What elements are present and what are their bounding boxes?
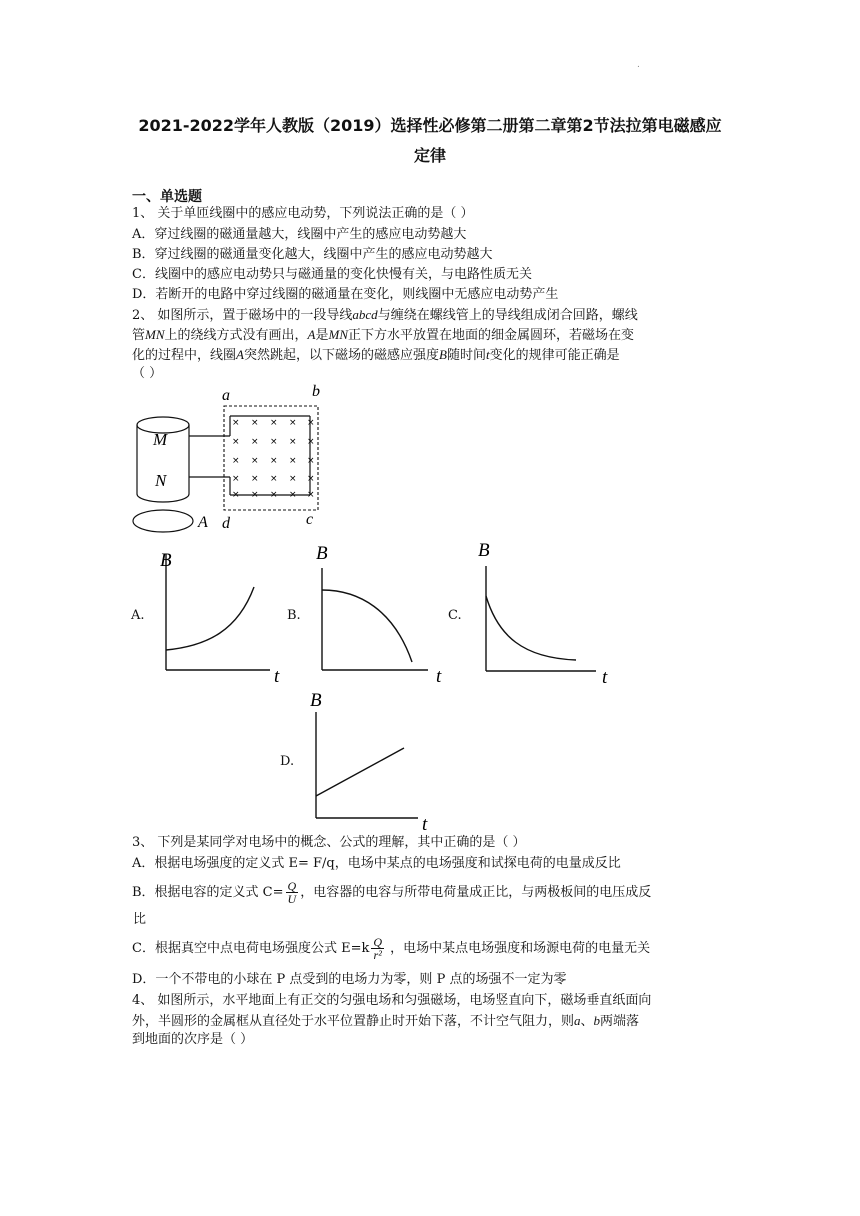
q3-option-b: B．根据电容的定义式 C= $\frac{Q}{U}$ ，电容器的电容与所带电荷量成正比，与两极板间的电压成反: [132, 879, 652, 906]
label-a: a: [222, 387, 230, 404]
field-cross: ×: [270, 456, 278, 466]
q3-option-a: A．根据电场强度的定义式 E= F/q，电场中某点的电场强度和试探电荷的电量成反比: [132, 856, 621, 871]
q1-option-b: B．穿过线圈的磁通量变化越大，线圈中产生的感应电动势越大: [132, 247, 493, 262]
field-cross: ×: [270, 437, 278, 447]
q2-stem-line1: 2、 如图所示，置于磁场中的一段导线abcd与缠绕在螺线管上的导线组成闭合回路，螺线: [132, 307, 638, 323]
field-cross: ×: [232, 474, 240, 484]
section-heading: 一、单选题: [132, 189, 202, 205]
q1-stem: 1、 关于单匝线圈中的感应电动势，下列说法正确的是（ ）: [132, 206, 474, 221]
q2-option-a-label: A.: [131, 608, 145, 623]
q4-stem-line3: 到地面的次序是（ ）: [132, 1032, 254, 1047]
q1-option-c: C．线圈中的感应电动势只与磁通量的变化快慢有关，与电路性质无关: [132, 267, 532, 282]
page-title: 2021-2022学年人教版（2019）选择性必修第二册第二章第2节法拉第电磁感应: [138, 116, 722, 135]
graph-c-b-label: B: [478, 540, 490, 561]
field-cross: ×: [270, 418, 278, 428]
q2-graph-d: [300, 686, 450, 836]
field-cross: ×: [289, 418, 297, 428]
field-cross: ×: [289, 437, 297, 447]
page-title-cont: 定律: [413, 146, 446, 165]
q2-stem-line3: 化的过程中，线圈A突然跳起，以下磁场的磁感应强度B随时间t变化的规律可能正确是: [132, 347, 620, 363]
field-cross: ×: [251, 418, 259, 428]
q2-stem-line2: 管MN上的绕线方式没有画出，A是MN正下方水平放置在地面的细金属圆环，若磁场在变: [132, 327, 635, 343]
field-cross: ×: [251, 490, 259, 500]
label-m: M: [153, 430, 168, 449]
metal-ring-a: [133, 510, 193, 532]
graph-c-t-label: t: [602, 667, 608, 686]
field-cross: ×: [232, 490, 240, 500]
label-ring-a: A: [198, 514, 208, 531]
q2-circuit-figure: [120, 378, 350, 534]
header-dot: .: [637, 60, 640, 70]
field-cross: ×: [232, 418, 240, 428]
q3-option-b-cont: 比: [133, 912, 147, 927]
q2-option-d-label: D.: [280, 754, 295, 769]
field-cross: ×: [251, 456, 259, 466]
field-cross: ×: [289, 456, 297, 466]
field-cross: ×: [307, 456, 315, 466]
field-cross: ×: [270, 474, 278, 484]
q2-graph-b: [304, 540, 454, 690]
q4-stem-line1: 4、 如图所示，水平地面上有正交的匀强电场和匀强磁场，电场竖直向下，磁场垂直纸面向: [132, 993, 652, 1008]
field-cross: ×: [289, 490, 297, 500]
field-cross: ×: [307, 490, 315, 500]
q3-stem: 3、 下列是某同学对电场中的概念、公式的理解，其中正确的是（ ）: [132, 835, 526, 850]
field-cross: ×: [232, 437, 240, 447]
field-cross: ×: [251, 474, 259, 484]
field-cross: ×: [270, 490, 278, 500]
field-cross: ×: [251, 437, 259, 447]
q2-option-c-label: C.: [448, 608, 462, 623]
q3-option-d: D．一个不带电的小球在 P 点受到的电场力为零，则 P 点的场强不一定为零: [132, 972, 567, 987]
field-cross: ×: [307, 437, 315, 447]
q1-option-d: D．若断开的电路中穿过线圈的磁通量在变化，则线圈中无感应电动势产生: [132, 287, 559, 302]
q2-option-b-label: B.: [287, 608, 301, 623]
q2-graph-a: [148, 540, 298, 690]
graph-b-t-label: t: [436, 666, 442, 687]
graph-a-b-label: B: [160, 550, 172, 571]
q3-option-c: C．根据真空中点电荷电场强度公式 E=k $\frac{Q}{\text{r²}}$ ，电场中某点电场强度和场源电荷的电量无关: [132, 935, 651, 962]
label-b: b: [312, 383, 320, 400]
label-n: N: [155, 471, 167, 490]
q2-graph-c: [468, 536, 618, 686]
graph-b-b-label: B: [316, 543, 328, 564]
q2-stem-line4: （ ）: [132, 366, 163, 381]
graph-d-b-label: B: [310, 690, 322, 711]
field-cross: ×: [307, 474, 315, 484]
field-cross: ×: [307, 418, 315, 428]
field-cross: ×: [232, 456, 240, 466]
graph-d-t-label: t: [422, 814, 428, 835]
label-c: c: [306, 511, 314, 528]
label-d: d: [222, 515, 230, 532]
q1-option-a: A．穿过线圈的磁通量越大，线圈中产生的感应电动势越大: [132, 227, 467, 242]
field-cross: ×: [289, 474, 297, 484]
field-crosses: [232, 418, 315, 500]
q4-stem-line2: 外，半圆形的金属框从直径处于水平位置静止时开始下落，不计空气阻力，则a、b两端落: [132, 1013, 640, 1029]
graph-a-t-label: t: [274, 666, 280, 687]
